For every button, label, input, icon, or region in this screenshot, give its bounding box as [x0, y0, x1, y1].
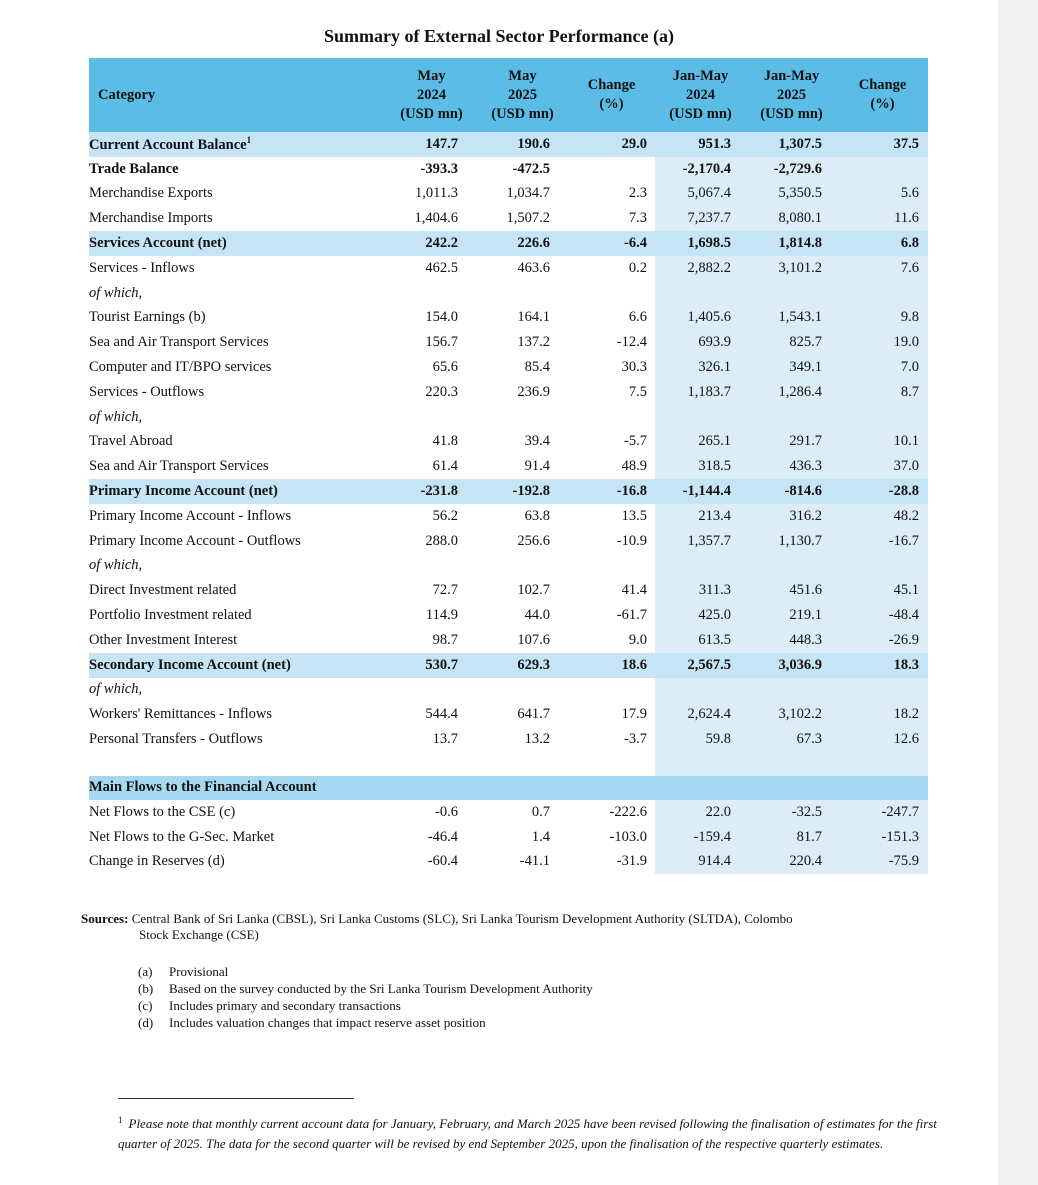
row-label: Net Flows to the CSE (c): [89, 803, 236, 820]
cell-jan-may-2025: [746, 752, 837, 776]
cell-change-may: 29.0: [568, 132, 655, 157]
table-row: [89, 603, 928, 628]
cell-jan-may-2024: 1,698.5: [655, 231, 746, 256]
footnote-text: Please note that monthly current account data for January, February, and March 2025 have been revised following the finalisation of estimates for the first quarter of 2025. The data for the second quarter will be revised by end September 2025, upon the finalisation of the respective quarterly estimates.: [118, 1116, 937, 1151]
cell-change-jan-may: [837, 752, 928, 776]
table-row: [89, 380, 928, 405]
cell-jan-may-2025: -2,729.6: [746, 157, 837, 182]
table-row: [89, 628, 928, 653]
cell-may-2025: [477, 554, 568, 579]
cell-change-may: [568, 678, 655, 703]
cell-may-2024: [386, 281, 477, 306]
cell-change-jan-may: [837, 281, 928, 306]
cell-jan-may-2024: [655, 405, 746, 430]
cell-may-2025: 91.4: [524, 458, 550, 475]
row-label: Direct Investment related: [89, 582, 237, 599]
table-row: [89, 206, 928, 231]
cell-change-may: [568, 405, 655, 430]
cell-change-may: -103.0: [609, 828, 647, 845]
row-label: Sea and Air Transport Services: [89, 334, 269, 351]
row-label: [89, 752, 386, 776]
cell-jan-may-2025: 436.3: [746, 454, 837, 479]
sources-line2: Stock Exchange (CSE): [139, 927, 259, 942]
cell-jan-may-2024: 22.0: [655, 800, 746, 825]
cell-may-2025: 107.6: [517, 631, 550, 648]
cell-change-may: -61.7: [616, 607, 647, 624]
cell-change-jan-may: 7.6: [837, 256, 928, 281]
row-label: Primary Income Account - Outflows: [89, 532, 301, 549]
cell-change-may: 18.6: [568, 653, 655, 678]
cell-may-2025: 13.2: [524, 731, 550, 748]
cell-may-2024: 1,404.6: [414, 210, 458, 227]
table-row: [89, 281, 928, 306]
cell-change-may: -6.4: [568, 231, 655, 256]
row-label: Services - Outflows: [89, 383, 205, 400]
cell-may-2025: 0.7: [531, 803, 550, 820]
cell-change-jan-may: -16.7: [837, 529, 928, 554]
cell-jan-may-2025: 220.4: [746, 850, 837, 875]
cell-may-2025: [477, 776, 568, 800]
cell-may-2025: -192.8: [477, 479, 568, 504]
cell-jan-may-2024: 914.4: [655, 850, 746, 875]
table-row: [89, 678, 928, 703]
cell-may-2024: 41.8: [432, 433, 458, 450]
footnote: [118, 1114, 938, 1154]
table-row: [89, 132, 928, 157]
row-label: Portfolio Investment related: [89, 607, 252, 624]
cell-may-2024: 61.4: [432, 458, 458, 475]
cell-jan-may-2024: 318.5: [655, 454, 746, 479]
footnote-mark: 1: [118, 1115, 123, 1125]
footnote-divider: [118, 1098, 354, 1099]
cell-may-2025: 641.7: [517, 706, 550, 723]
cell-change-jan-may: 18.3: [837, 653, 928, 678]
cell-may-2024: 220.3: [425, 383, 458, 400]
cell-change-jan-may: -247.7: [837, 800, 928, 825]
cell-jan-may-2024: [655, 281, 746, 306]
cell-may-2024: 147.7: [386, 132, 477, 157]
sources-label: Sources: [81, 911, 125, 926]
cell-jan-may-2024: 2,567.5: [655, 653, 746, 678]
row-label: Main Flows to the Financial Account: [89, 776, 386, 800]
sources-line1: Central Bank of Sri Lanka (CBSL), Sri Lanka Customs (SLC), Sri Lanka Tourism Development Authority (SLTDA), Colombo: [131, 911, 793, 926]
cell-change-may: -16.8: [568, 479, 655, 504]
cell-change-jan-may: 45.1: [837, 578, 928, 603]
cell-jan-may-2025: 349.1: [746, 355, 837, 380]
table-row: [89, 554, 928, 579]
section-header-row: [89, 776, 928, 800]
cell-may-2025: 236.9: [517, 383, 550, 400]
row-label: Trade Balance: [89, 160, 179, 177]
cell-may-2025: 102.7: [517, 582, 550, 599]
table-row: [89, 182, 928, 207]
cell-jan-may-2024: -159.4: [655, 825, 746, 850]
cell-jan-may-2024: 1,183.7: [655, 380, 746, 405]
row-label: Personal Transfers - Outflows: [89, 731, 263, 748]
cell-change-may: 17.9: [621, 706, 647, 723]
cell-jan-may-2024: 2,624.4: [655, 702, 746, 727]
cell-jan-may-2024: 693.9: [655, 330, 746, 355]
row-label: Other Investment Interest: [89, 631, 238, 648]
cell-may-2024: 544.4: [425, 706, 458, 723]
header-may-2024: May 2024 (USD mn): [386, 58, 477, 132]
cell-change-may: [568, 752, 655, 776]
cell-may-2024: [386, 752, 477, 776]
cell-jan-may-2024: [655, 678, 746, 703]
cell-change-jan-may: 9.8: [837, 306, 928, 331]
cell-jan-may-2025: 3,102.2: [746, 702, 837, 727]
cell-may-2025: 226.6: [477, 231, 568, 256]
spacer-row: [89, 752, 928, 776]
cell-may-2024: -60.4: [427, 853, 458, 870]
cell-jan-may-2025: 316.2: [746, 504, 837, 529]
cell-jan-may-2025: 219.1: [746, 603, 837, 628]
cell-jan-may-2025: [746, 678, 837, 703]
cell-may-2025: 39.4: [524, 433, 550, 450]
table-row: [89, 702, 928, 727]
cell-jan-may-2024: 425.0: [655, 603, 746, 628]
cell-jan-may-2024: 7,237.7: [655, 206, 746, 231]
row-label: Current Account Balance$^1$: [89, 132, 386, 157]
cell-change-jan-may: 6.8: [837, 231, 928, 256]
cell-may-2024: 154.0: [425, 309, 458, 326]
cell-jan-may-2025: 8,080.1: [746, 206, 837, 231]
table-title: Summary of External Sector Performance (a): [323, 26, 675, 46]
cell-jan-may-2025: [746, 776, 837, 800]
row-label: Net Flows to the G-Sec. Market: [89, 828, 275, 845]
cell-may-2025: [477, 281, 568, 306]
row-label: of which,: [89, 284, 143, 301]
cell-may-2024: 242.2: [386, 231, 477, 256]
table-row: [89, 330, 928, 355]
cell-jan-may-2024: [655, 554, 746, 579]
cell-change-jan-may: -75.9: [837, 850, 928, 875]
cell-jan-may-2025: [746, 405, 837, 430]
cell-jan-may-2024: 1,357.7: [655, 529, 746, 554]
cell-change-may: 7.5: [628, 383, 647, 400]
cell-jan-may-2024: 613.5: [655, 628, 746, 653]
cell-jan-may-2024: 5,067.4: [655, 182, 746, 207]
cell-change-may: 30.3: [621, 359, 647, 376]
cell-may-2024: 288.0: [425, 532, 458, 549]
note-item: (d) Includes valuation changes that impact reserve asset position: [138, 1015, 486, 1030]
cell-change-may: 41.4: [621, 582, 647, 599]
cell-change-jan-may: [837, 554, 928, 579]
cell-may-2024: 462.5: [425, 259, 458, 276]
cell-jan-may-2025: -32.5: [746, 800, 837, 825]
row-label: Primary Income Account (net): [89, 479, 386, 504]
row-label: Change in Reserves (d): [89, 853, 225, 870]
cell-may-2024: 1,011.3: [415, 185, 458, 202]
cell-change-may: [568, 554, 655, 579]
cell-may-2024: [386, 554, 477, 579]
cell-jan-may-2025: 451.6: [746, 578, 837, 603]
cell-jan-may-2025: 67.3: [746, 727, 837, 752]
table-body: [89, 132, 928, 874]
cell-may-2025: 1,507.2: [506, 210, 550, 227]
cell-may-2025: 190.6: [477, 132, 568, 157]
cell-may-2025: 629.3: [477, 653, 568, 678]
header-category: Category: [89, 58, 386, 132]
cell-change-jan-may: -26.9: [837, 628, 928, 653]
cell-change-may: -12.4: [616, 334, 647, 351]
cell-jan-may-2024: 311.3: [655, 578, 746, 603]
cell-change-jan-may: 5.6: [837, 182, 928, 207]
header-may-2025: May 2025 (USD mn): [477, 58, 568, 132]
cell-jan-may-2024: 951.3: [655, 132, 746, 157]
cell-change-jan-may: -151.3: [837, 825, 928, 850]
cell-may-2024: -46.4: [427, 828, 458, 845]
cell-change-may: 2.3: [628, 185, 647, 202]
row-label: Services Account (net): [89, 231, 386, 256]
cell-jan-may-2024: 1,405.6: [655, 306, 746, 331]
note-item: (a) Provisional: [138, 964, 229, 979]
cell-may-2024: -231.8: [386, 479, 477, 504]
row-label: Merchandise Imports: [89, 210, 213, 227]
cell-may-2025: 164.1: [517, 309, 550, 326]
header-jan-may-2025: Jan-May 2025 (USD mn): [746, 58, 837, 132]
cell-change-may: [568, 281, 655, 306]
cell-jan-may-2025: 448.3: [746, 628, 837, 653]
table-row: [89, 825, 928, 850]
cell-jan-may-2024: 265.1: [655, 430, 746, 455]
cell-may-2024: 530.7: [386, 653, 477, 678]
table-row: [89, 256, 928, 281]
cell-jan-may-2025: 1,307.5: [746, 132, 837, 157]
cell-change-jan-may: 10.1: [837, 430, 928, 455]
cell-may-2024: 72.7: [432, 582, 458, 599]
cell-change-jan-may: 11.6: [837, 206, 928, 231]
table-header-row: [89, 58, 928, 132]
cell-may-2024: -0.6: [435, 803, 458, 820]
cell-jan-may-2024: 213.4: [655, 504, 746, 529]
cell-jan-may-2024: -1,144.4: [655, 479, 746, 504]
table-row: [89, 405, 928, 430]
cell-jan-may-2025: 1,543.1: [746, 306, 837, 331]
cell-may-2025: -472.5: [512, 160, 550, 177]
row-label: of which,: [89, 557, 143, 574]
table-row: [89, 727, 928, 752]
cell-change-may: -222.6: [609, 803, 647, 820]
cell-may-2025: 137.2: [517, 334, 550, 351]
table-row: [89, 578, 928, 603]
cell-change-jan-may: [837, 678, 928, 703]
cell-change-jan-may: 18.2: [837, 702, 928, 727]
row-label: of which,: [89, 681, 143, 698]
cell-change-may: [568, 776, 655, 800]
cell-jan-may-2025: 3,101.2: [746, 256, 837, 281]
cell-change-may: 0.2: [628, 259, 647, 276]
cell-may-2025: [477, 678, 568, 703]
sources-note: Sources: Central Bank of Sri Lanka (CBSL), Sri Lanka Customs (SLC), Sri Lanka Tourism Development Authority (SLTDA), Colombo Stock Exchange (CSE): [81, 911, 793, 942]
footnote-ref: 1: [246, 134, 252, 145]
cell-change-may: -31.9: [616, 853, 647, 870]
cell-may-2024: 98.7: [432, 631, 458, 648]
cell-may-2025: 256.6: [517, 532, 550, 549]
cell-may-2025: [477, 405, 568, 430]
cell-may-2025: 85.4: [524, 359, 550, 376]
cell-change-jan-may: [837, 405, 928, 430]
row-label: Merchandise Exports: [89, 185, 213, 202]
cell-may-2024: [386, 405, 477, 430]
table-row: [89, 850, 928, 875]
cell-change-jan-may: -28.8: [837, 479, 928, 504]
cell-jan-may-2024: 59.8: [655, 727, 746, 752]
row-label: Secondary Income Account (net): [89, 653, 386, 678]
cell-jan-may-2025: 1,814.8: [746, 231, 837, 256]
cell-change-jan-may: -48.4: [837, 603, 928, 628]
cell-change-jan-may: 37.5: [837, 132, 928, 157]
cell-may-2025: [477, 752, 568, 776]
cell-jan-may-2025: 81.7: [746, 825, 837, 850]
cell-change-may: 13.5: [621, 507, 647, 524]
cell-may-2024: [386, 776, 477, 800]
notes-list: [138, 963, 838, 1031]
table-row: [89, 504, 928, 529]
row-label: Workers' Remittances - Inflows: [89, 706, 273, 723]
table-row: [89, 306, 928, 331]
row-label: Travel Abroad: [89, 433, 173, 450]
cell-jan-may-2025: 5,350.5: [746, 182, 837, 207]
cell-change-jan-may: 48.2: [837, 504, 928, 529]
cell-may-2024: 114.9: [425, 607, 458, 624]
table-row: [89, 355, 928, 380]
cell-jan-may-2024: 2,882.2: [655, 256, 746, 281]
cell-change-jan-may: [837, 776, 928, 800]
header-jan-may-2024: Jan-May 2024 (USD mn): [655, 58, 746, 132]
cell-change-may: -3.7: [624, 731, 647, 748]
row-label: Sea and Air Transport Services: [89, 458, 269, 475]
table-row: [89, 454, 928, 479]
cell-change-may: 6.6: [628, 309, 647, 326]
cell-jan-may-2024: [655, 776, 746, 800]
cell-may-2024: 156.7: [425, 334, 458, 351]
cell-may-2025: 463.6: [517, 259, 550, 276]
cell-may-2025: 1,034.7: [506, 185, 550, 202]
cell-may-2024: [386, 678, 477, 703]
table-row: [89, 479, 928, 504]
table-row: [89, 157, 928, 182]
row-label: of which,: [89, 408, 143, 425]
cell-change-jan-may: [837, 157, 928, 182]
cell-may-2025: 44.0: [524, 607, 550, 624]
cell-change-may: 48.9: [621, 458, 647, 475]
cell-jan-may-2025: 291.7: [746, 430, 837, 455]
note-item: (c) Includes primary and secondary transactions: [138, 998, 401, 1013]
cell-may-2024: 13.7: [432, 731, 458, 748]
cell-change-may: 7.3: [628, 210, 647, 227]
external-sector-table: [89, 58, 928, 874]
cell-jan-may-2025: 1,130.7: [746, 529, 837, 554]
cell-may-2025: -41.1: [519, 853, 550, 870]
cell-jan-may-2025: [746, 281, 837, 306]
header-change-jan-may: Change (%): [837, 58, 928, 132]
cell-may-2024: 56.2: [432, 507, 458, 524]
cell-jan-may-2024: 326.1: [655, 355, 746, 380]
cell-jan-may-2024: -2,170.4: [655, 157, 746, 182]
cell-may-2025: 1.4: [531, 828, 550, 845]
cell-may-2025: 63.8: [524, 507, 550, 524]
cell-jan-may-2024: [655, 752, 746, 776]
cell-change-may: -5.7: [624, 433, 647, 450]
row-label: Computer and IT/BPO services: [89, 359, 272, 376]
row-label: Primary Income Account - Inflows: [89, 507, 292, 524]
table-row: [89, 529, 928, 554]
cell-jan-may-2025: [746, 554, 837, 579]
cell-jan-may-2025: 3,036.9: [746, 653, 837, 678]
cell-change-jan-may: 19.0: [837, 330, 928, 355]
row-label: Tourist Earnings (b): [89, 309, 206, 326]
table-row: [89, 800, 928, 825]
cell-jan-may-2025: -814.6: [746, 479, 837, 504]
cell-change-may: -10.9: [616, 532, 647, 549]
table-row: [89, 430, 928, 455]
note-item: (b) Based on the survey conducted by the Sri Lanka Tourism Development Authority: [138, 981, 593, 996]
table-row: [89, 231, 928, 256]
cell-change-jan-may: 12.6: [837, 727, 928, 752]
cell-change-may: 9.0: [628, 631, 647, 648]
cell-jan-may-2025: 825.7: [746, 330, 837, 355]
cell-change-jan-may: 37.0: [837, 454, 928, 479]
cell-change-jan-may: 7.0: [837, 355, 928, 380]
header-change-may: Change (%): [568, 58, 655, 132]
row-label: Services - Inflows: [89, 259, 195, 276]
cell-change-jan-may: 8.7: [837, 380, 928, 405]
cell-jan-may-2025: 1,286.4: [746, 380, 837, 405]
page-margin-strip: [998, 0, 1038, 1185]
cell-change-may: [568, 157, 655, 182]
table-row: [89, 653, 928, 678]
cell-may-2024: -393.3: [420, 160, 458, 177]
cell-may-2024: 65.6: [432, 359, 458, 376]
